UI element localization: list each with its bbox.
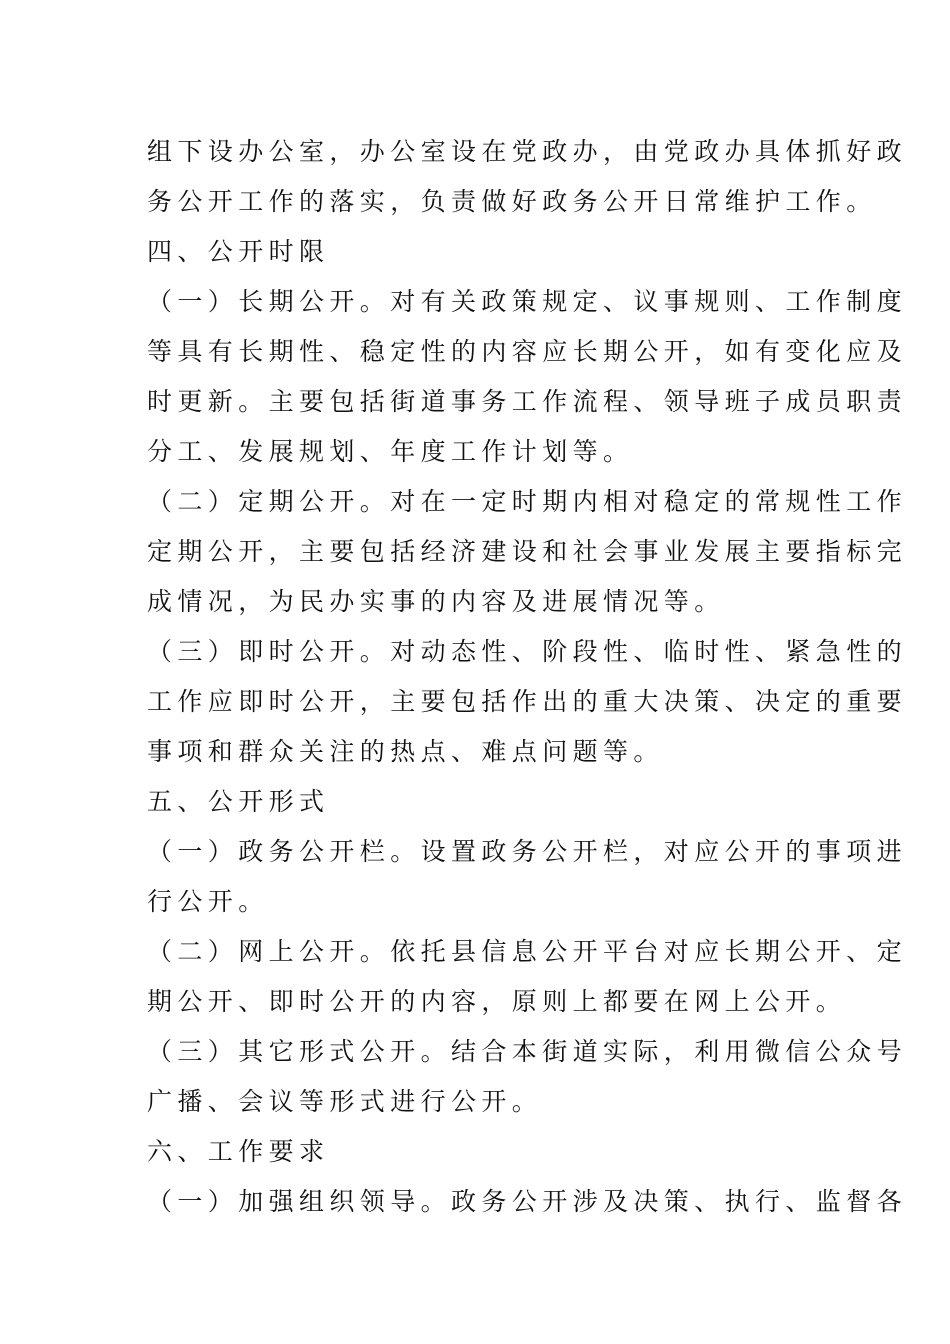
text-line: 定期公开，主要包括经济建设和社会事业发展主要指标完 [147, 537, 908, 566]
text-line: （一）加强组织领导。政务公开涉及决策、执行、监督各 [147, 1187, 908, 1216]
text-line: （三）其它形式公开。结合本街道实际，利用微信公众号 [147, 1037, 908, 1066]
section-heading: 五、公开形式 [147, 787, 330, 816]
text-line: 成情况，为民办实事的内容及进展情况等。 [147, 587, 725, 616]
text-line: （一）长期公开。对有关政策规定、议事规则、工作制度 [147, 287, 908, 316]
text-line: 等具有长期性、稳定性的内容应长期公开，如有变化应及 [147, 337, 908, 366]
text-line: 行公开。 [147, 887, 269, 916]
text-line: 期公开、即时公开的内容，原则上都要在网上公开。 [147, 987, 847, 1016]
text-line: （二）定期公开。对在一定时期内相对稳定的常规性工作 [147, 487, 908, 516]
text-line: （一）政务公开栏。设置政务公开栏，对应公开的事项进 [147, 837, 908, 866]
text-line: 时更新。主要包括街道事务工作流程、领导班子成员职责 [147, 387, 908, 416]
section-heading: 四、公开时限 [147, 237, 330, 266]
text-line: （三）即时公开。对动态性、阶段性、临时性、紧急性的 [147, 637, 908, 666]
text-line: 分工、发展规划、年度工作计划等。 [147, 437, 634, 466]
text-line: （二）网上公开。依托县信息公开平台对应长期公开、定 [147, 937, 908, 966]
text-line: 广播、会议等形式进行公开。 [147, 1087, 543, 1116]
text-line: 事项和群众关注的热点、难点问题等。 [147, 737, 664, 766]
text-line: 组下设办公室，办公室设在党政办，由党政办具体抓好政 [147, 137, 908, 166]
document-body [147, 127, 908, 1227]
text-line: 务公开工作的落实，负责做好政务公开日常维护工作。 [147, 187, 877, 216]
section-heading: 六、工作要求 [147, 1137, 330, 1166]
text-line: 工作应即时公开，主要包括作出的重大决策、决定的重要 [147, 687, 908, 716]
